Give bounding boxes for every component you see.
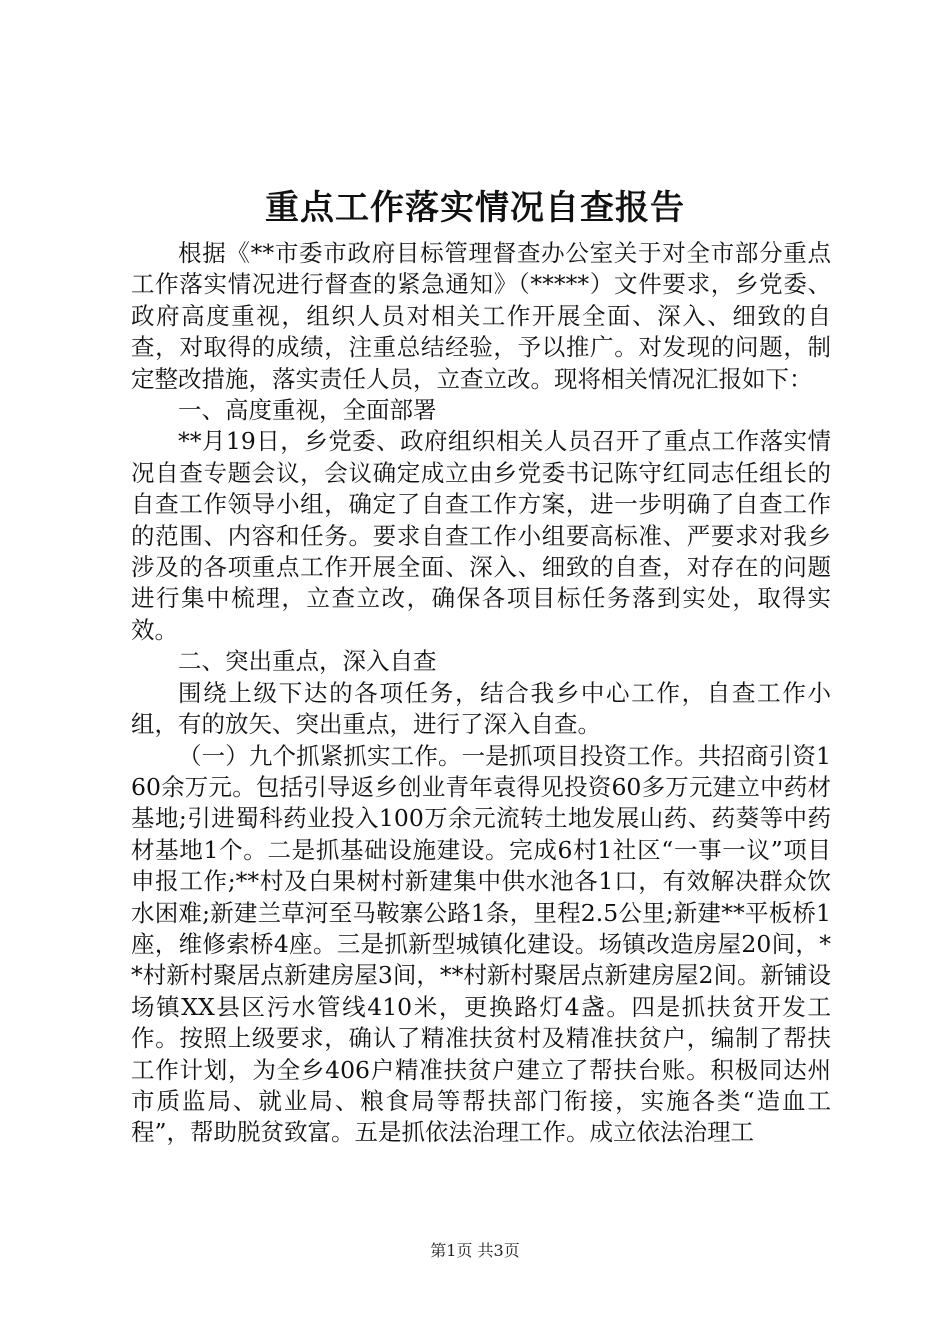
- paragraph-section-2-intro: 围绕上级下达的各项任务，结合我乡中心工作，自查工作小组，有的放矢、突出重点，进行了深入自查。: [131, 678, 831, 739]
- paragraph-intro: 根据《**市委市政府目标管理督查办公室关于对全市部分重点工作落实情况进行督查的紧急通知》（*****）文件要求，乡党委、政府高度重视，组织人员对相关工作开展全面、深入、细致的自查，对取得的成绩，注重总结经验，予以推广。对发现的问题，制定整改措施，落实责任人员，立查立改。现将相关情况汇报如下：: [131, 239, 831, 393]
- page-footer: 第1页 共3页: [430, 1241, 520, 1260]
- document-title: 重点工作落实情况自查报告: [265, 188, 685, 228]
- heading-section-1: 一、高度重视，全面部署: [178, 396, 437, 425]
- paragraph-section-2-item-1: （一）九个抓紧抓实工作。一是抓项目投资工作。共招商引资160余万元。包括引导返乡创业青年袁得见投资60多万元建立中药材基地;引进蜀科药业投入100万余元流转土地发展山药、药葵等中药材基地1个。二是抓基础设施建设。完成6村1社区“一事一议”项目申报工作;**村及白果树村新建集中供水池各1口，有效解决群众饮水困难;新建兰草河至马鞍寨公路1条，里程2.5公里;新建**平板桥1座，维修索桥4座。三是抓新型城镇化建设。场镇改造房屋20间，**村新村聚居点新建房屋3间，**村新村聚居点新建房屋2间。新铺设场镇XX县区污水管线410米，更换路灯4盏。四是抓扶贫开发工作。按照上级要求，确认了精准扶贫村及精准扶贫户，编制了帮扶工作计划，为全乡406户精准扶贫户建立了帮扶台账。积极同达州市质监局、就业局、粮食局等帮扶部门衔接，实施各类“造血工程”，帮助脱贫致富。五是抓依法治理工作。成立依法治理工: [131, 741, 831, 1147]
- document-body: [131, 238, 831, 1149]
- heading-section-2: 二、突出重点，深入自查: [178, 647, 437, 676]
- paragraph-section-1: **月19日，乡党委、政府组织相关人员召开了重点工作落实情况自查专题会议，会议确定成立由乡党委书记陈守红同志任组长的自查工作领导小组，确定了自查工作方案，进一步明确了自查工作的范围、内容和任务。要求自查工作小组要高标准、严要求对我乡涉及的各项重点工作开展全面、深入、细致的自查，对存在的问题进行集中梳理，立查立改，确保各项目标任务落到实处，取得实效。: [131, 427, 831, 644]
